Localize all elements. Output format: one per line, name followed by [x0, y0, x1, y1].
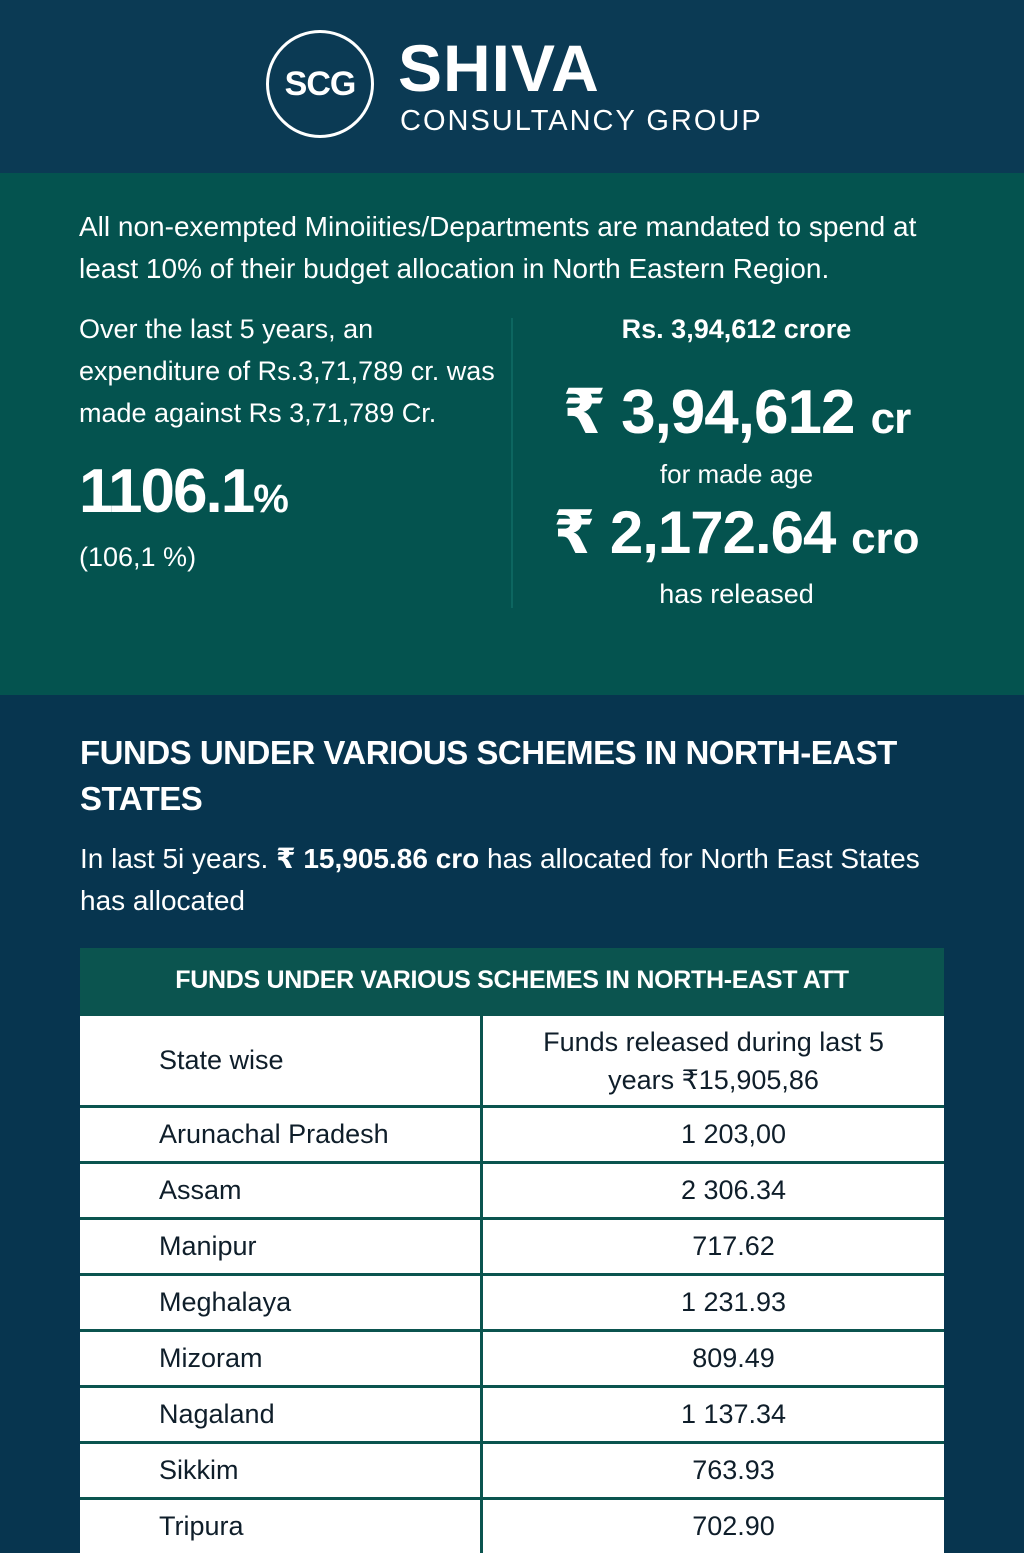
table-row: [80, 1385, 944, 1441]
column-header-funds: [483, 1016, 944, 1105]
section-title: FUNDS UNDER VARIOUS SCHEMES IN NORTH-EAST STATES: [80, 734, 897, 817]
column-header-state: State wise: [80, 1016, 483, 1105]
funds-cell: 1 231.93: [680, 1287, 787, 1317]
funds-table: [80, 948, 944, 1553]
section-text: [80, 838, 960, 922]
big-percent-value: 1106.1: [79, 457, 254, 526]
state-cell: Manipur: [80, 1220, 483, 1273]
figure-2-unit: cro: [851, 514, 920, 563]
funds-cell: 1 137.34: [680, 1399, 787, 1429]
mandate-text: All non-exempted Minoiities/Departments are mandated to spend at least 10% of their budget allocation in North Eastern Region.: [79, 211, 917, 284]
figure-1-value: ₹ 3,94,612: [562, 378, 855, 447]
right-caption-2: has released: [659, 579, 814, 609]
right-caption-1: for made age: [659, 459, 814, 489]
figure-2-value: ₹ 2,172.64: [553, 499, 836, 566]
state-cell: Arunachal Pradesh: [80, 1108, 483, 1161]
summary-right: [513, 308, 960, 614]
section-text-amount: ₹ 15,905.86 cro: [276, 843, 480, 874]
expenditure-text: Over the last 5 years, an expenditure of Rs.3,71,789 cr. was made against Rs 3,71,789 Cr.: [79, 314, 495, 428]
state-cell: Nagaland: [80, 1388, 483, 1441]
table-row: [80, 1273, 944, 1329]
right-big-figure-2: [513, 498, 960, 574]
table-row: [80, 1105, 944, 1161]
header: [0, 0, 1024, 173]
funds-section: [0, 695, 1024, 1553]
section-text-pre: In last 5i years.: [80, 843, 277, 874]
right-big-figure-1: [513, 378, 960, 454]
column-header-funds-label: Funds released during last 5 years ₹15,905,86: [543, 1026, 884, 1095]
state-cell: Tripura: [80, 1500, 483, 1553]
big-percent: [79, 454, 511, 537]
brand-subtitle: CONSULTANCY GROUP: [400, 105, 763, 137]
table-row: [80, 1441, 944, 1497]
summary-columns: [79, 308, 960, 614]
table-row: [80, 1329, 944, 1385]
funds-cell: 717.62: [692, 1231, 775, 1261]
percent-subtext: (106,1 %): [79, 542, 197, 572]
section-text-post: has allocated for North East States has allocated: [80, 843, 920, 916]
funds-cell: 809.49: [692, 1343, 775, 1373]
logo: [266, 30, 374, 138]
summary-left: [79, 308, 511, 614]
table-title: FUNDS UNDER VARIOUS SCHEMES IN NORTH-EAST ATT: [80, 948, 944, 1013]
table-body: [80, 1105, 944, 1553]
table-row: [80, 1161, 944, 1217]
funds-cell: 1 203,00: [680, 1119, 787, 1149]
table-row: [80, 1497, 944, 1553]
figure-1-unit: cr: [870, 394, 911, 443]
logo-text: SCG: [284, 64, 356, 103]
state-cell: Assam: [80, 1164, 483, 1217]
table-row: [80, 1217, 944, 1273]
state-cell: Meghalaya: [80, 1276, 483, 1329]
big-percent-unit: %: [253, 477, 289, 521]
summary-band: [0, 173, 1024, 695]
brand-name: SHIVA: [398, 31, 600, 105]
state-cell: Mizoram: [80, 1332, 483, 1385]
table-header-row: [80, 1013, 944, 1105]
funds-cell: 2 306.34: [680, 1175, 787, 1205]
right-title: Rs. 3,94,612 crore: [621, 314, 852, 344]
state-cell: Sikkim: [80, 1444, 483, 1497]
funds-cell: 763.93: [692, 1455, 775, 1485]
funds-cell: 702.90: [692, 1511, 775, 1541]
